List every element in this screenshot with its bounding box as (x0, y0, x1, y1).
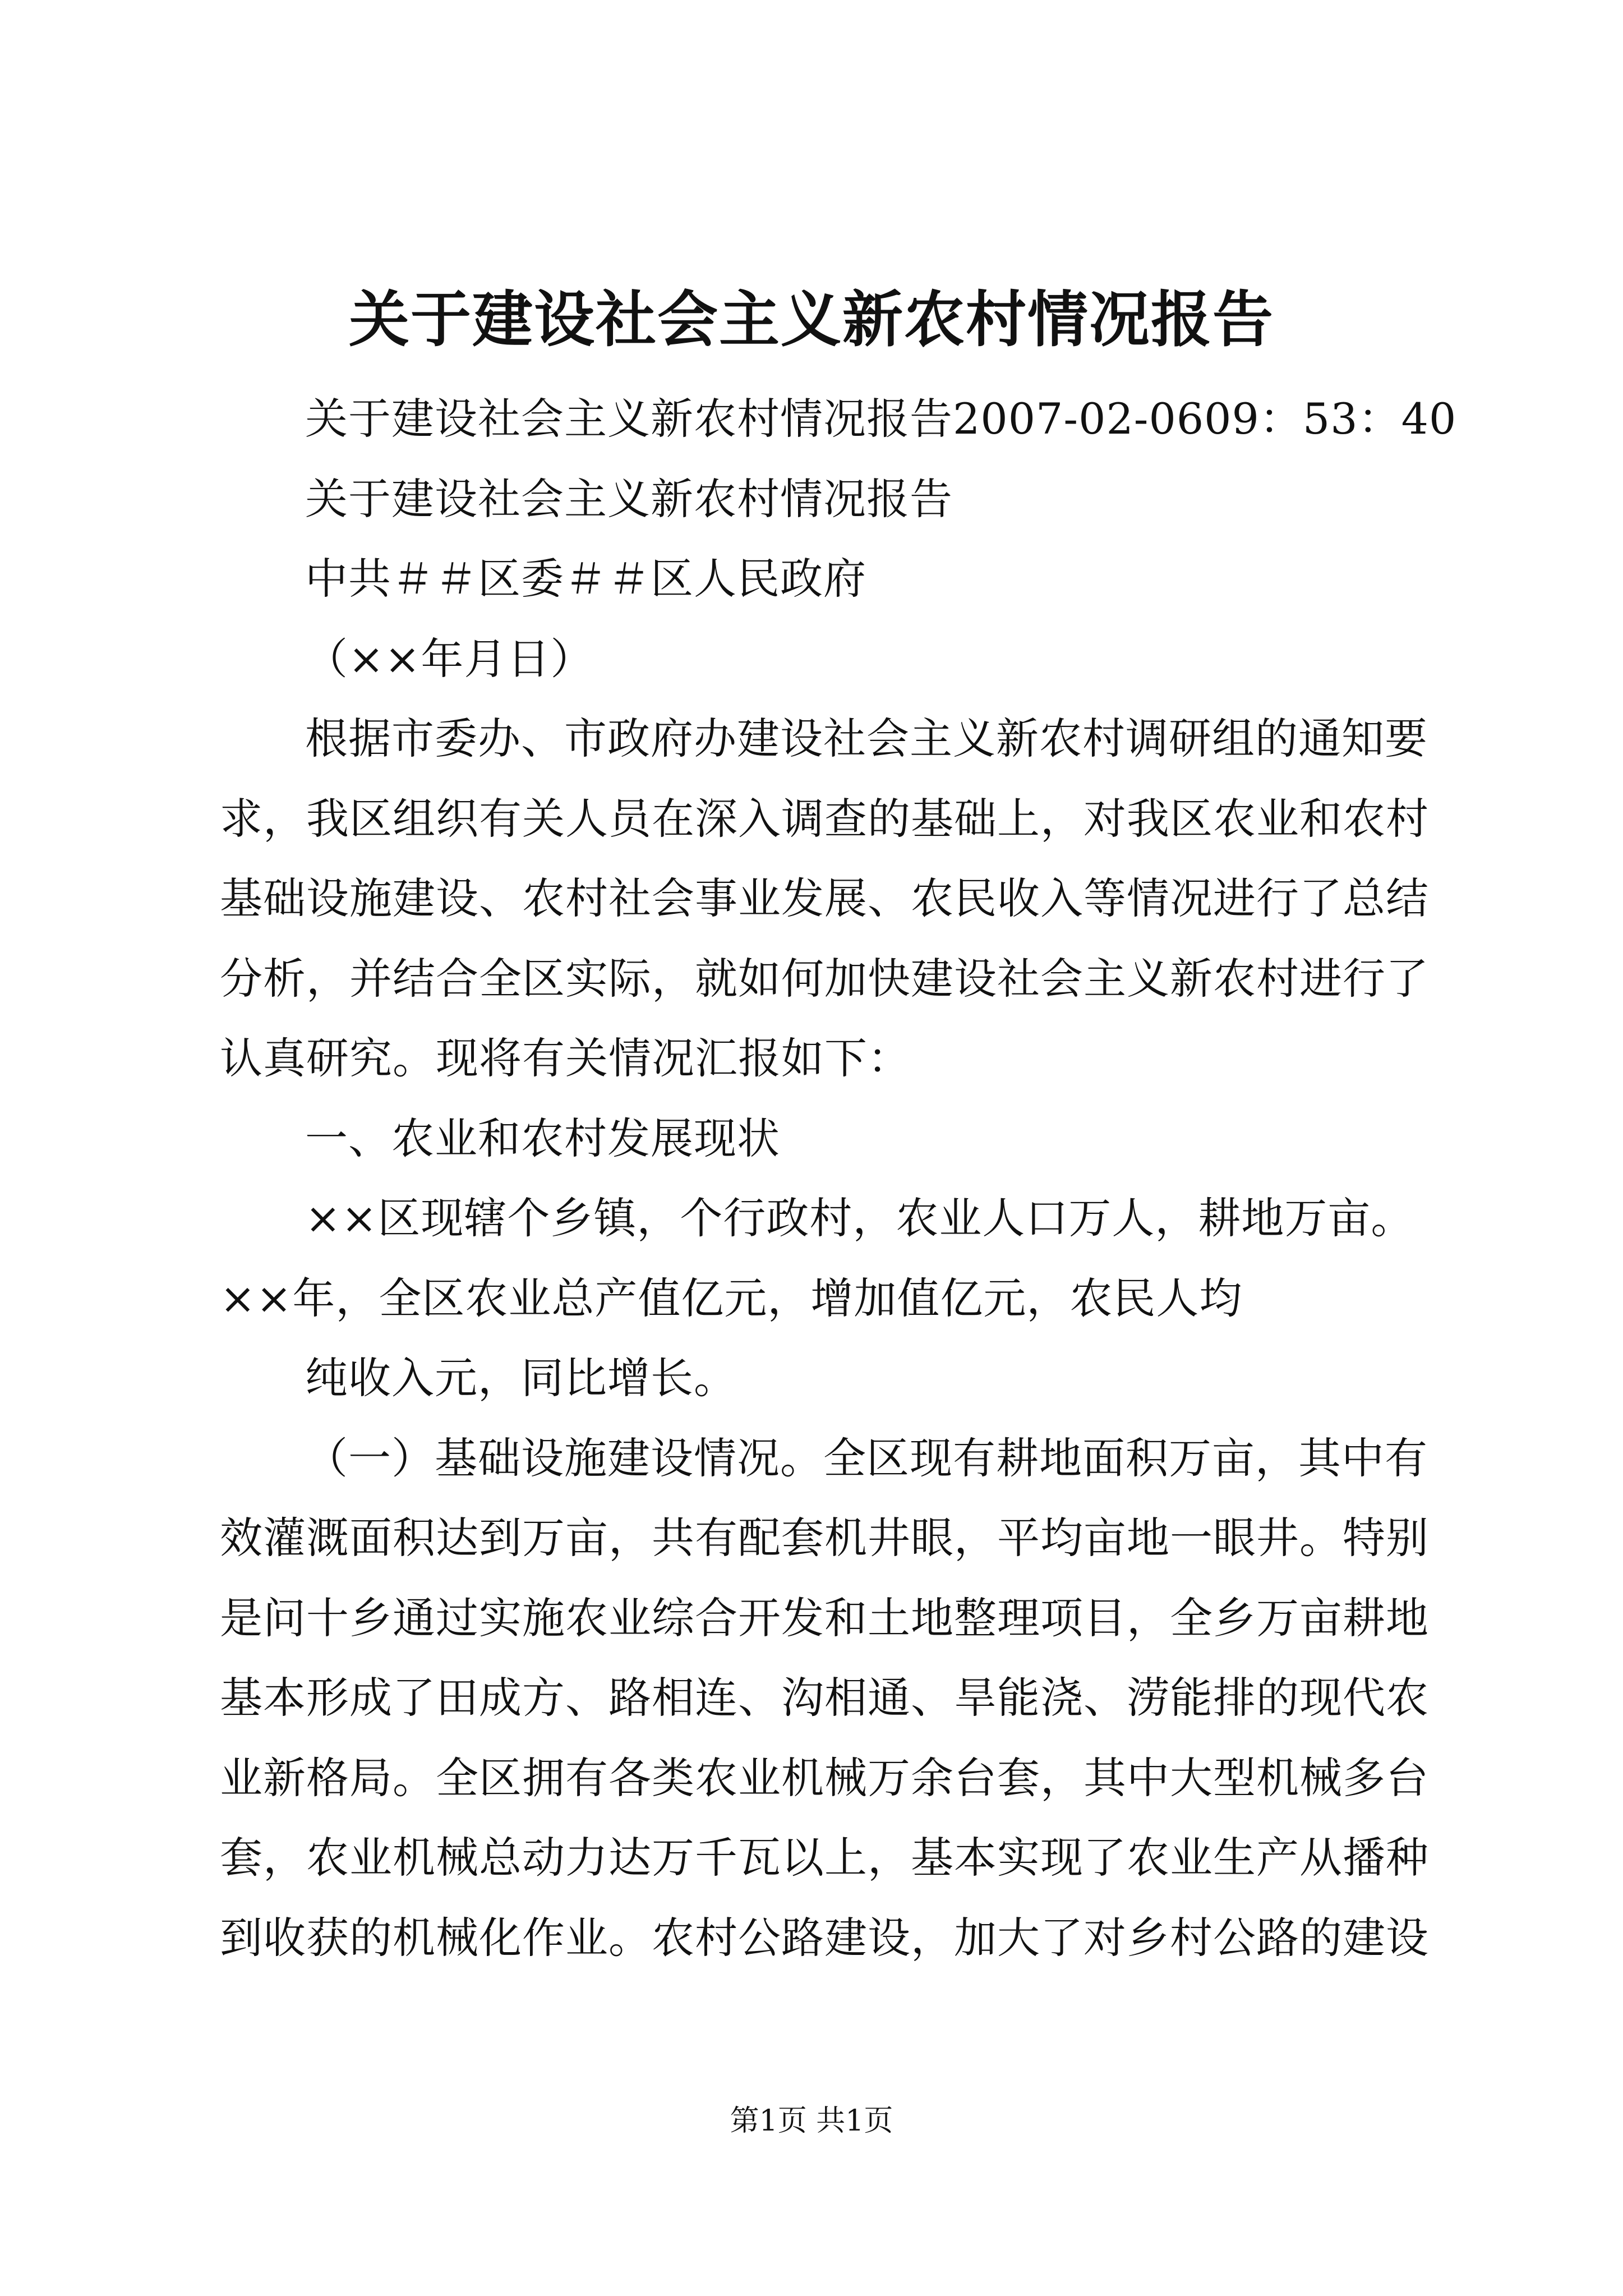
body-line: 纯收入元，同比增长。 (305, 1353, 737, 1403)
document-title: 关于建设社会主义新农村情况报告 (348, 284, 1274, 355)
body-line: （一）基础设施建设情况。全区现有耕地面积万亩，其中有 (305, 1433, 1428, 1483)
body-line: 认真研究。现将有关情况汇报如下： (220, 1033, 911, 1083)
body-line: 求，我区组织有关人员在深入调查的基础上，对我区农业和农村 (220, 793, 1429, 844)
page-number-footer: 第1页 共1页 (730, 2104, 893, 2138)
body-line: ××区现辖个乡镇，个行政村，农业人口万人，耕地万亩。 (305, 1193, 1414, 1243)
body-line: ××年，全区农业总产值亿元，增加值亿元，农民人均 (220, 1273, 1243, 1323)
body-line: 基本形成了田成方、路相连、沟相通、旱能浇、涝能排的现代农 (220, 1673, 1429, 1723)
body-line: 到收获的机械化作业。农村公路建设，加大了对乡村公路的建设 (220, 1912, 1429, 1963)
document-body (220, 379, 1457, 1978)
body-line: 套，农业机械总动力达万千瓦以上，基本实现了农业生产从播种 (220, 1833, 1429, 1883)
body-line: 中共＃＃区委＃＃区人民政府 (305, 554, 866, 604)
body-line: 分析，并结合全区实际，就如何加快建设社会主义新农村进行了 (220, 953, 1429, 1004)
body-line: 效灌溉面积达到万亩，共有配套机井眼，平均亩地一眼井。特别 (220, 1513, 1429, 1563)
body-line: 根据市委办、市政府办建设社会主义新农村调研组的通知要 (305, 714, 1428, 763)
body-line: （××年月日） (305, 633, 594, 684)
section-heading: 一、农业和农村发展现状 (305, 1113, 780, 1163)
body-line: 业新格局。全区拥有各类农业机械万余台套，其中大型机械多台 (220, 1752, 1429, 1803)
body-line: 关于建设社会主义新农村情况报告2007-02-0609：53：40 (305, 394, 1457, 444)
body-line: 基础设施建设、农村社会事业发展、农民收入等情况进行了总结 (220, 873, 1429, 923)
body-line: 是问十乡通过实施农业综合开发和土地整理项目，全乡万亩耕地 (220, 1593, 1429, 1643)
body-line: 关于建设社会主义新农村情况报告 (305, 473, 953, 524)
